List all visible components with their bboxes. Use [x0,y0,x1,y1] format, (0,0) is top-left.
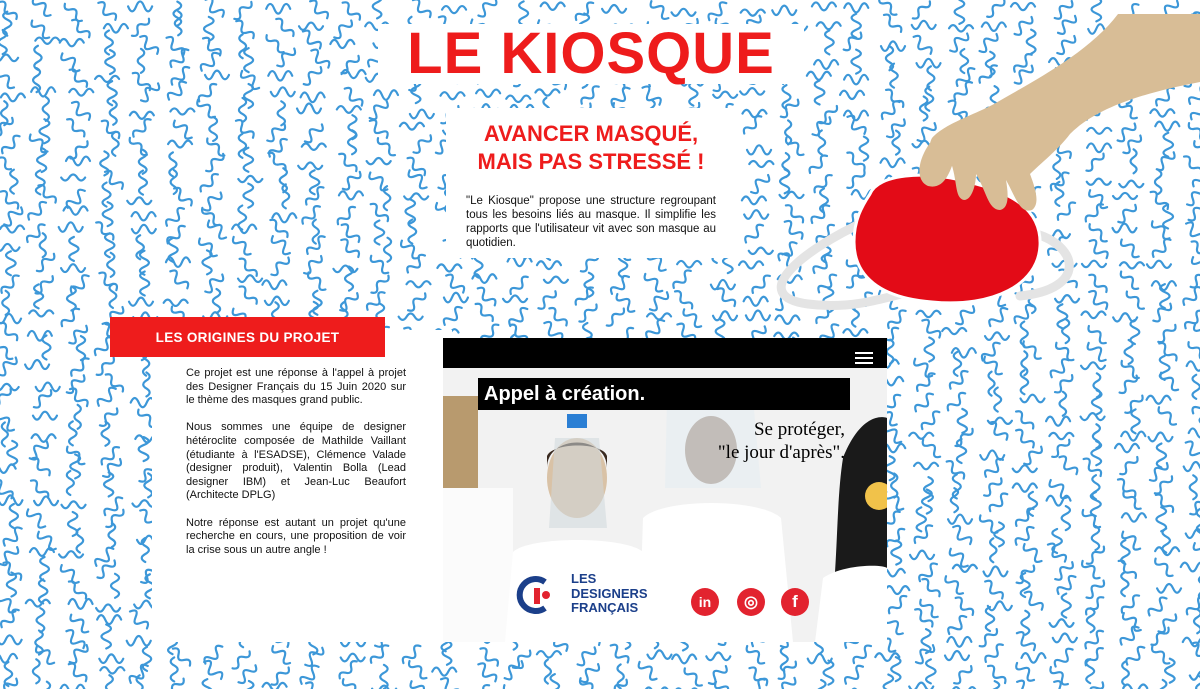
poster-tagline-line2: "le jour d'après". [717,442,845,463]
hand-arm [930,14,1200,211]
page-title: LE KIOSQUE [407,21,775,86]
intro-heading-line1: AVANCER MASQUÉ, [483,121,699,146]
logo-line-3: FRANÇAIS [571,600,639,615]
poster-tagline-line1: Se protéger, [753,419,845,440]
person-left [443,488,513,642]
man-shirt [639,503,793,642]
origins-section-label: LES ORIGINES DU PROJET [110,317,385,357]
bottle-cap [567,414,587,428]
poster-heading: Appel à création. [478,378,850,410]
title-box [378,21,804,86]
appel-a-creation-poster [443,338,887,642]
paper-bag-head [443,396,478,488]
intro-text: "Le Kiosque" propose une structure regroupant tous les besoins liés au masque. Il simplifie les rapports que l'utilisateur vit avec son masque au quotidien. [466,195,716,249]
mask-body [854,175,1040,303]
poster-top-bar [443,338,887,368]
logo-line-2: DESIGNERS [571,585,648,601]
intro-heading-line2: MAIS PAS STRESSÉ ! [477,149,705,174]
poster-tagline [718,418,845,464]
hand-holding-mask-illustration [758,14,1200,314]
water-bottle [549,438,607,528]
hamburger-menu-icon[interactable] [855,352,873,367]
linkedin-icon[interactable]: in [691,588,719,616]
logo-line-1: LES [571,571,597,586]
intro-heading [446,120,736,176]
origins-paragraph-3: Notre réponse est autant un projet qu'une recherche en cours, une proposition de voir la crise sous un autre angle ! [186,516,406,556]
origins-paragraph-1: Ce projet est une réponse à l'appel à projet des Designer Français du 15 Juin 2020 sur le thème des masques grand public. [186,367,406,407]
instagram-icon[interactable]: ◎ [737,588,765,616]
designers-francais-logo-text [571,572,648,616]
woman-right-shirt [815,566,887,642]
facebook-icon[interactable]: f [781,588,809,616]
designers-francais-logo-icon [515,574,557,616]
origins-paragraph-2: Nous sommes une équipe de designer hétéroclite composée de Mathilde Vaillant (étudiante à l'ESADSE), Clémence Valade (designer produit), Valentin Bolla (Lead designer IBM) et Jean-Luc Beaufort (Architecte DPLG) [186,421,406,502]
intro-card [446,108,736,258]
origins-text [186,367,406,571]
